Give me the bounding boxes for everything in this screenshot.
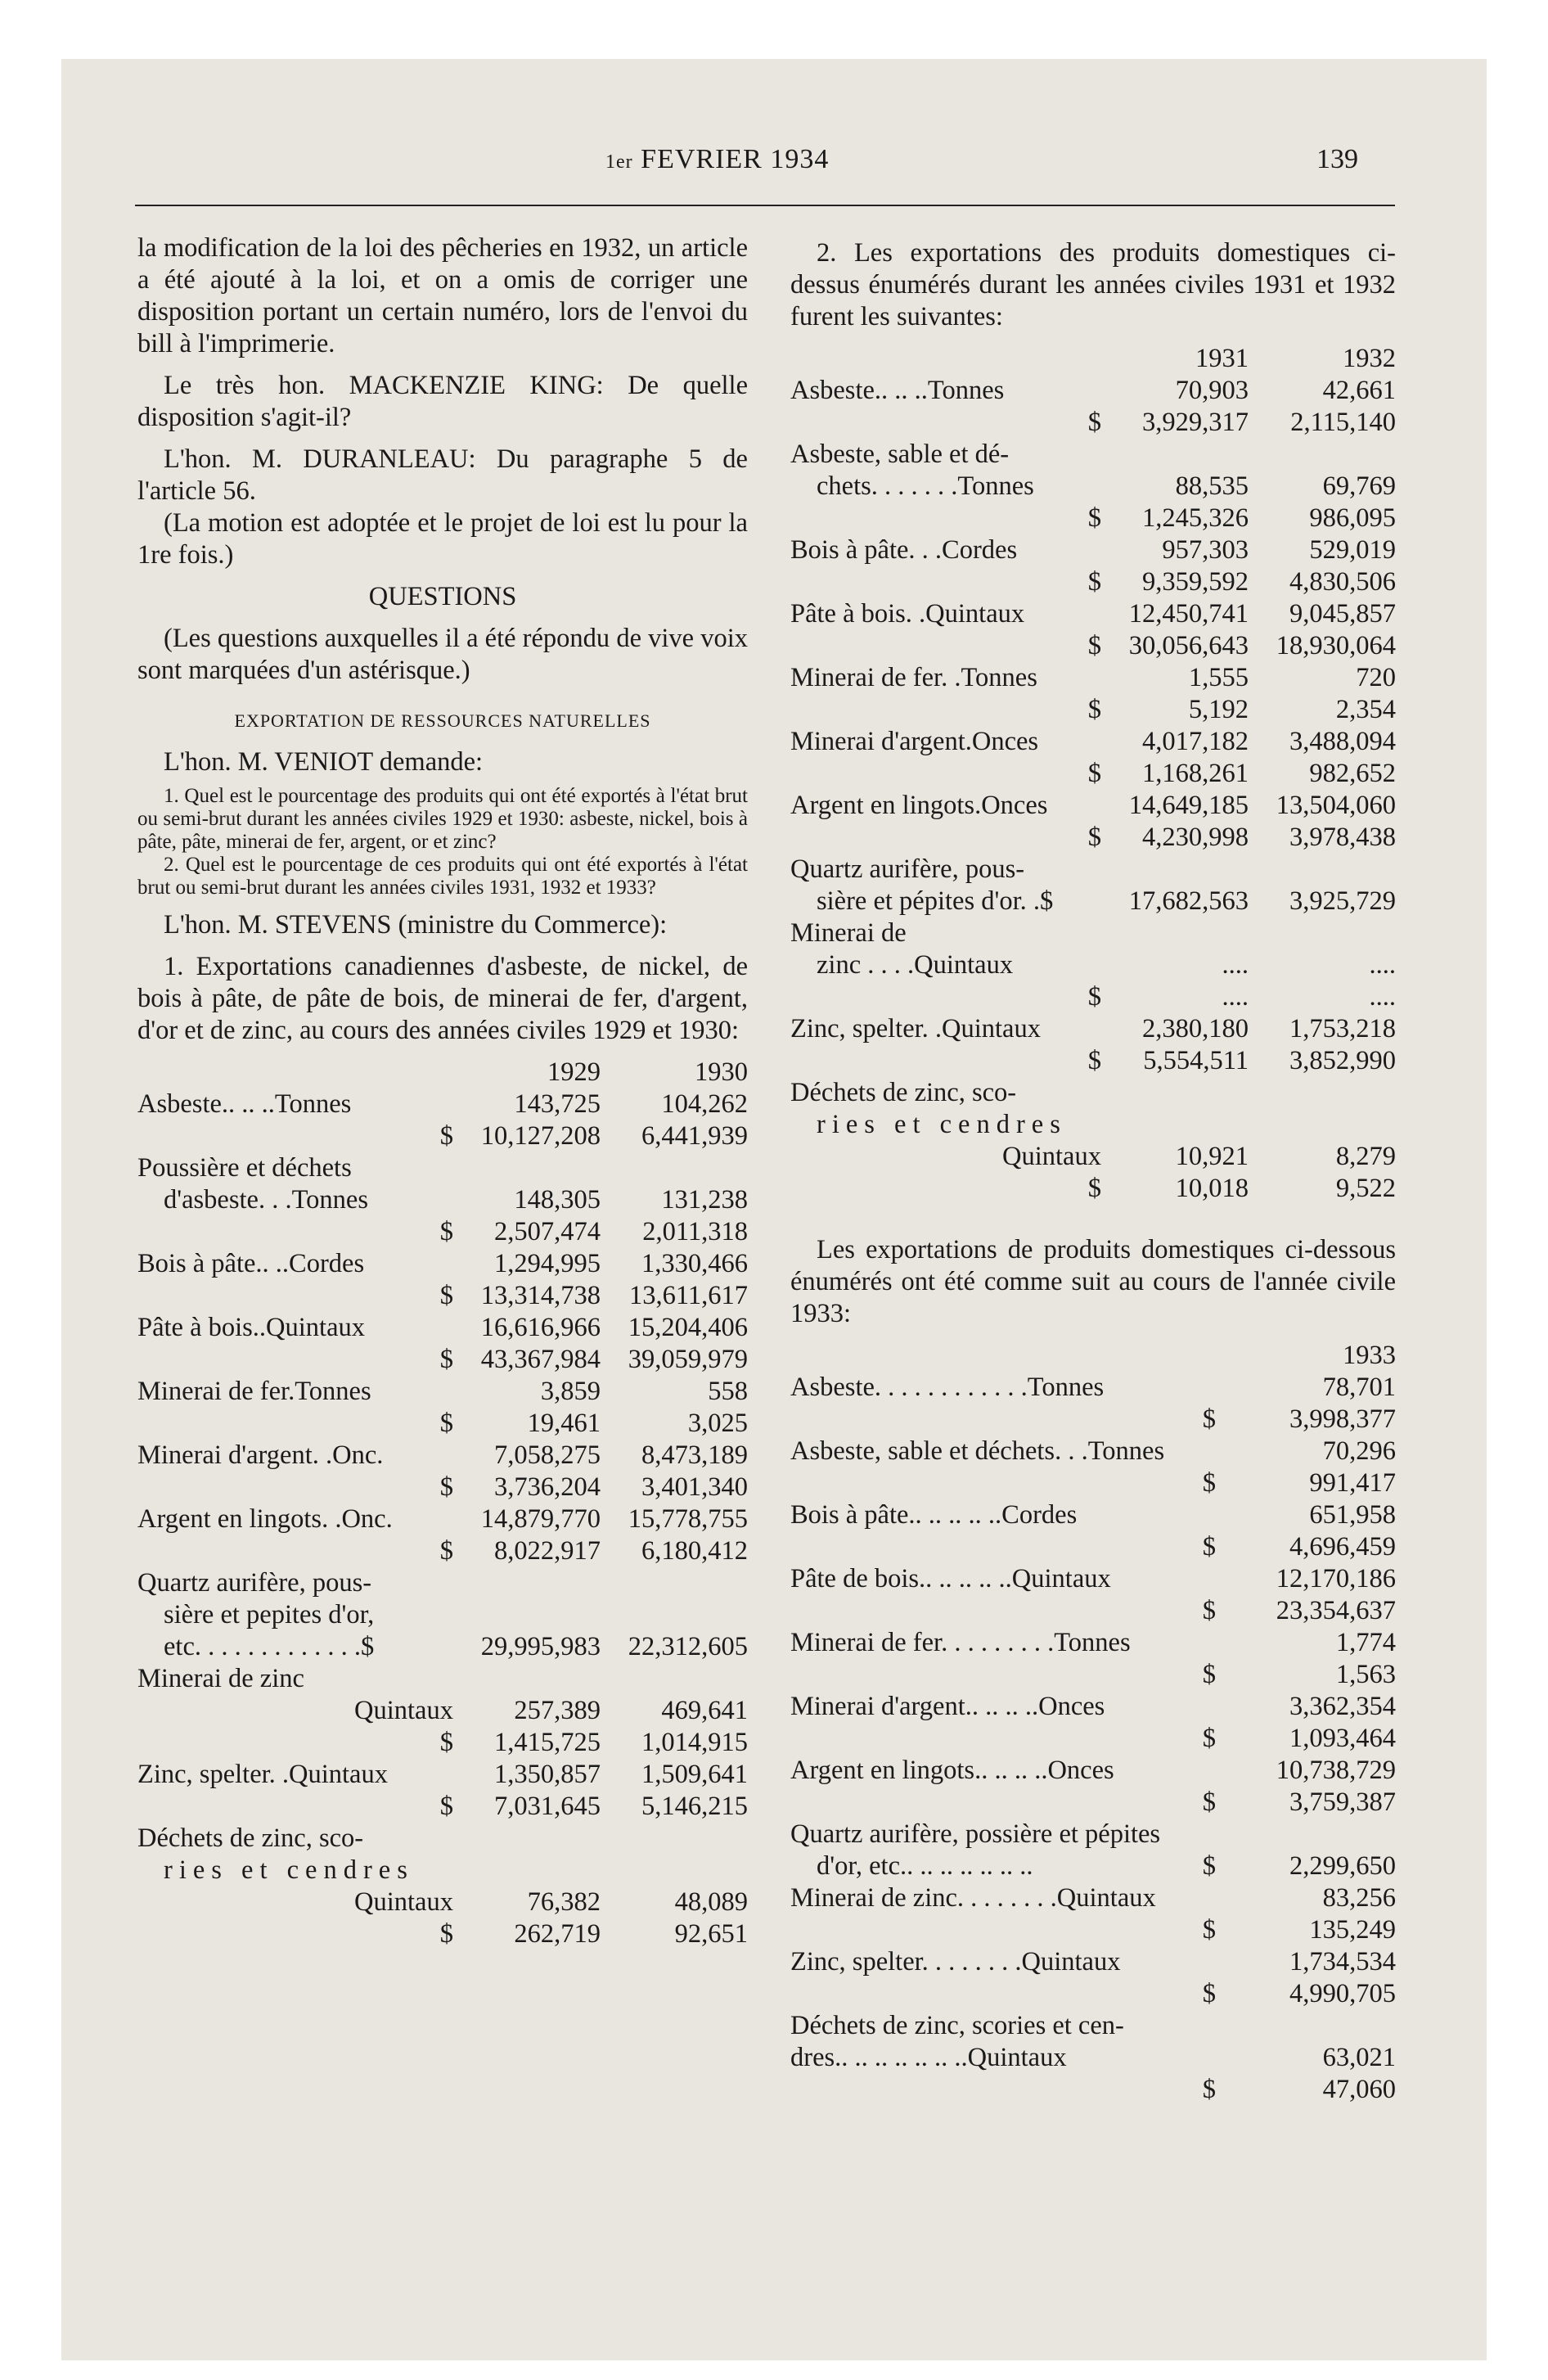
table-row — [137, 1376, 748, 1408]
table-row — [790, 1819, 1396, 1850]
row-label: ries et cendres — [164, 1855, 414, 1885]
cell-value: 7,031,645 — [494, 1792, 601, 1821]
cell-value: 13,504,060 — [1276, 791, 1396, 820]
cell-value: 48,089 — [674, 1887, 748, 1917]
row-label: Déchets de zinc, scories et cen- — [790, 2011, 1124, 2040]
cell-value: .... — [1222, 982, 1249, 1012]
cell-value: 1,330,466 — [641, 1249, 748, 1278]
row-label: Asbeste, sable et déchets. . .Tonnes — [790, 1436, 1165, 1466]
cell-value: 2,011,318 — [642, 1217, 748, 1246]
table-row — [790, 471, 1396, 503]
row-label: Minerai de zinc. . . . . . . .Quintaux — [790, 1883, 1156, 1913]
cell-value: 3,736,204 — [494, 1472, 601, 1502]
table-row — [137, 1567, 748, 1599]
table-row — [790, 1946, 1396, 1978]
row-label: Bois à pâte.. .. .. .. ..Cordes — [790, 1500, 1078, 1530]
table-row — [790, 1563, 1396, 1595]
table-row — [137, 1855, 748, 1886]
table-row — [790, 1467, 1396, 1499]
cell-value: 23,354,637 — [1276, 1596, 1396, 1625]
row-label: Déchets de zinc, sco- — [790, 1078, 1017, 1107]
table-row — [790, 1755, 1396, 1787]
table-row — [137, 1503, 748, 1535]
row-label: Minerai de fer. . . . . . . . .Tonnes — [790, 1628, 1131, 1657]
table-row — [790, 790, 1396, 822]
cell-value: 12,170,186 — [1276, 1564, 1396, 1593]
table-row — [137, 1408, 748, 1440]
paragraph: la modification de la loi des pêcheries en 1932, un article a été ajouté à la loi, et on a omis de corriger une disposition portant un certain numéro, lors de l'envoi du bill à l'imprimerie. — [137, 233, 748, 358]
cell-value: 3,488,094 — [1289, 727, 1396, 756]
header-rule — [135, 205, 1395, 206]
table-row — [790, 886, 1396, 917]
row-label: etc. . . . . . . . . . . . .$ — [164, 1632, 375, 1661]
row-label: Minerai d'argent.. .. .. ..Onces — [790, 1692, 1105, 1721]
cell-value: 15,778,755 — [628, 1504, 748, 1534]
row-label: Déchets de zinc, sco- — [137, 1823, 364, 1853]
row-label: dres.. .. .. .. .. .. ..Quintaux — [790, 2043, 1067, 2072]
row-label: Zinc, spelter. .Quintaux — [137, 1760, 388, 1789]
table-row — [790, 2010, 1396, 2042]
cell-value: 8,473,189 — [641, 1440, 748, 1470]
cell-value: 1,294,995 — [494, 1249, 601, 1278]
table-3-header — [790, 1340, 1396, 1372]
table-row — [790, 1404, 1396, 1436]
cell-value: 19,461 — [527, 1409, 601, 1438]
cell-value: 15,204,406 — [628, 1313, 748, 1342]
row-label: chets. . . . . . .Tonnes — [817, 471, 1034, 501]
row-label: $ — [1087, 695, 1101, 724]
row-label: Argent en lingots.Onces — [790, 791, 1048, 820]
table-row — [137, 1695, 748, 1727]
header-title-text: FEVRIER 1934 — [641, 144, 830, 174]
table-row — [790, 630, 1396, 662]
cell-value: 7,058,275 — [494, 1440, 601, 1470]
row-label: $ — [439, 1409, 453, 1438]
row-label: Quartz aurifère, pous- — [137, 1568, 372, 1598]
cell-value: 5,554,511 — [1143, 1046, 1249, 1075]
cell-value: 8,022,917 — [494, 1536, 601, 1566]
row-label: Asbeste. . . . . . . . . . . .Tonnes — [790, 1373, 1105, 1402]
table-row — [790, 1436, 1396, 1467]
column-header: 1931 — [1195, 344, 1249, 373]
row-label: $ — [439, 1472, 453, 1502]
table-row — [137, 1120, 748, 1152]
cell-value: 3,025 — [687, 1409, 748, 1438]
row-label: Quintaux — [354, 1696, 453, 1725]
row-label: $ — [439, 1728, 453, 1757]
column-header: 1930 — [695, 1057, 748, 1087]
row-label: Minerai de fer. .Tonnes — [790, 663, 1037, 692]
row-label: $ — [439, 1121, 453, 1151]
row-label: Poussière et déchets — [137, 1153, 352, 1183]
row-label: Minerai de zinc — [137, 1664, 304, 1693]
cell-value: 69,769 — [1322, 471, 1396, 501]
cell-value: 70,296 — [1322, 1436, 1396, 1466]
cell-value: 2,299,650 — [1289, 1851, 1396, 1881]
row-label: Minerai d'argent. .Onc. — [137, 1440, 384, 1470]
cell-value: 9,522 — [1335, 1174, 1396, 1203]
table-row — [137, 1152, 748, 1184]
cell-value: 148,305 — [514, 1185, 601, 1215]
table-3 — [790, 1372, 1396, 2106]
cell-value: 1,509,641 — [641, 1760, 748, 1789]
table-row — [137, 1791, 748, 1823]
table-row — [790, 598, 1396, 630]
cell-value: 9,359,592 — [1142, 567, 1249, 597]
row-label: Zinc, spelter. .Quintaux — [790, 1014, 1041, 1044]
table-2-header — [790, 343, 1396, 375]
table-row — [137, 1440, 748, 1472]
cell-value: .... — [1369, 982, 1396, 1012]
cell-value: 104,262 — [661, 1089, 748, 1119]
unit-symbol: $ — [1202, 1851, 1216, 1881]
cell-value: 558 — [708, 1377, 748, 1406]
right-column — [790, 237, 1396, 2106]
cell-value: 2,380,180 — [1142, 1014, 1249, 1044]
row-label: Argent en lingots. .Onc. — [137, 1504, 393, 1534]
table-row — [790, 2074, 1396, 2106]
cell-value: 18,930,064 — [1276, 631, 1396, 660]
row-label: $ — [1087, 1046, 1101, 1075]
paragraph: L'hon. M. DURANLEAU: Du paragraphe 5 de l'article 56. — [137, 444, 748, 506]
row-label: $ — [1087, 503, 1101, 533]
table-row — [137, 1472, 748, 1503]
cell-value: 4,230,998 — [1142, 823, 1249, 852]
cell-value: 982,652 — [1309, 759, 1396, 788]
unit-symbol: $ — [1202, 2075, 1216, 2104]
table-row — [137, 1216, 748, 1248]
cell-value: 30,056,643 — [1128, 631, 1249, 660]
row-label: $ — [439, 1919, 453, 1949]
cell-value: 3,978,438 — [1289, 823, 1396, 852]
cell-value: 9,045,857 — [1289, 599, 1396, 629]
cell-value: 3,362,354 — [1289, 1692, 1396, 1721]
table-row — [790, 1077, 1396, 1109]
table-row — [137, 1631, 748, 1663]
row-label: Argent en lingots.. .. .. ..Onces — [790, 1756, 1114, 1785]
row-label: $ — [439, 1536, 453, 1566]
cell-value: 257,389 — [514, 1696, 601, 1725]
header-title-cap: 1er — [605, 151, 633, 173]
cell-value: 13,314,738 — [480, 1281, 601, 1310]
cell-value: 2,354 — [1335, 695, 1396, 724]
question-2: 2. Quel est le pourcentage de ces produits qui ont été exportés à l'état brut ou semi-brut durant les années civiles 1931, 1932 et 1933? — [137, 854, 748, 899]
table-row — [137, 1918, 748, 1950]
table-row — [790, 1141, 1396, 1173]
row-label: $ — [439, 1217, 453, 1246]
paragraph: 1. Exportations canadiennes d'asbeste, de nickel, de bois à pâte, de pâte de bois, de minerai de fer, d'argent, d'or et de zinc, au cours des années civiles 1929 et 1930: — [137, 952, 748, 1045]
table-row — [790, 822, 1396, 854]
table-row — [790, 662, 1396, 694]
cell-value: 991,417 — [1309, 1468, 1396, 1498]
cell-value: 5,146,215 — [641, 1792, 748, 1821]
row-label: Minerai d'argent.Onces — [790, 727, 1039, 756]
row-label: $ — [1087, 759, 1101, 788]
row-label: $ — [1087, 567, 1101, 597]
paragraph: Le très hon. MACKENZIE KING: De quelle disposition s'agit-il? — [137, 371, 748, 432]
row-label: zinc . . . .Quintaux — [817, 950, 1014, 980]
table-row — [790, 726, 1396, 758]
table-row — [137, 1663, 748, 1695]
cell-value: .... — [1222, 950, 1249, 980]
table-row — [790, 1691, 1396, 1723]
row-label: Pâte de bois.. .. .. .. ..Quintaux — [790, 1564, 1111, 1593]
unit-symbol: $ — [1202, 1979, 1216, 2008]
row-label: $ — [439, 1792, 453, 1821]
cell-value: 651,958 — [1309, 1500, 1396, 1530]
cell-value: 143,725 — [514, 1089, 601, 1119]
row-label: Pâte à bois. .Quintaux — [790, 599, 1025, 629]
table-row — [790, 1531, 1396, 1563]
cell-value: 70,903 — [1175, 376, 1249, 405]
table-row — [790, 1723, 1396, 1755]
cell-value: 3,852,990 — [1289, 1046, 1396, 1075]
table-row — [790, 407, 1396, 439]
table-row — [790, 1978, 1396, 2010]
cell-value: 4,830,506 — [1289, 567, 1396, 597]
column-header: 1932 — [1343, 344, 1396, 373]
cell-value: 4,017,182 — [1142, 727, 1249, 756]
table-row — [137, 1823, 748, 1855]
table-row — [790, 949, 1396, 981]
cell-value: 4,990,705 — [1289, 1979, 1396, 2008]
row-label: sière et pépites d'or. .$ — [817, 886, 1054, 916]
paragraph: 2. Les exportations des produits domestiques ci-dessus énumérés durant les années civiles 1931 et 1932 furent les suivantes: — [790, 238, 1396, 331]
table-row — [790, 503, 1396, 534]
cell-value: 10,921 — [1175, 1142, 1249, 1171]
row-label: Asbeste.. .. ..Tonnes — [137, 1089, 352, 1119]
cell-value: 957,303 — [1162, 535, 1249, 565]
cell-value: 29,995,983 — [480, 1632, 601, 1661]
row-label: Minerai de — [790, 918, 907, 948]
row-label: Quintaux — [354, 1887, 453, 1917]
cell-value: 5,192 — [1188, 695, 1249, 724]
table-row — [137, 1727, 748, 1759]
row-label: Pâte à bois..Quintaux — [137, 1313, 366, 1342]
table-row — [137, 1759, 748, 1791]
cell-value: 1,245,326 — [1142, 503, 1249, 533]
table-row — [137, 1089, 748, 1120]
row-label: $ — [1087, 982, 1101, 1012]
left-column — [137, 232, 748, 1950]
cell-value: 135,249 — [1309, 1915, 1396, 1945]
cell-value: 10,018 — [1175, 1174, 1249, 1203]
row-label: Minerai de fer.Tonnes — [137, 1377, 371, 1406]
table-row — [790, 758, 1396, 790]
row-label: $ — [1087, 823, 1101, 852]
row-label: Quintaux — [1002, 1142, 1101, 1171]
cell-value: 529,019 — [1309, 535, 1396, 565]
row-label: $ — [1087, 408, 1101, 437]
table-row — [790, 1882, 1396, 1914]
page-number: 139 — [1316, 144, 1358, 174]
cell-value: 1,168,261 — [1142, 759, 1249, 788]
cell-value: 1,350,857 — [494, 1760, 601, 1789]
cell-value: 6,441,939 — [641, 1121, 748, 1151]
table-row — [790, 917, 1396, 949]
cell-value: 262,719 — [514, 1919, 601, 1949]
table-row — [790, 1627, 1396, 1659]
cell-value: 43,367,984 — [480, 1345, 601, 1374]
cell-value: 720 — [1356, 663, 1396, 692]
cell-value: 16,616,966 — [480, 1313, 601, 1342]
table-row — [137, 1280, 748, 1312]
cell-value: 4,696,459 — [1289, 1532, 1396, 1562]
table-row — [790, 1787, 1396, 1819]
unit-symbol: $ — [1202, 1724, 1216, 1753]
cell-value: 1,555 — [1188, 663, 1249, 692]
table-row — [790, 439, 1396, 471]
cell-value: 22,312,605 — [628, 1632, 748, 1661]
cell-value: 10,738,729 — [1276, 1756, 1396, 1785]
cell-value: 3,401,340 — [641, 1472, 748, 1502]
cell-value: 1,734,534 — [1289, 1947, 1396, 1977]
table-row — [790, 1045, 1396, 1077]
cell-value: .... — [1369, 950, 1396, 980]
table-row — [137, 1184, 748, 1216]
table-row — [137, 1248, 748, 1280]
table-row — [790, 1013, 1396, 1045]
unit-symbol: $ — [1202, 1404, 1216, 1434]
row-label: $ — [1087, 1174, 1101, 1203]
cell-value: 1,774 — [1335, 1628, 1396, 1657]
section-heading: EXPORTATION DE RESSOURCES NATURELLES — [234, 710, 651, 731]
table-row — [790, 981, 1396, 1013]
cell-value: 13,611,617 — [628, 1281, 748, 1310]
paragraph: L'hon. M. VENIOT demande: — [164, 747, 484, 777]
cell-value: 8,279 — [1335, 1142, 1396, 1171]
row-label: Bois à pâte. . .Cordes — [790, 535, 1018, 565]
paragraph: (La motion est adoptée et le projet de loi est lu pour la 1re fois.) — [137, 508, 748, 570]
cell-value: 12,450,741 — [1128, 599, 1249, 629]
unit-symbol: $ — [1202, 1596, 1216, 1625]
row-label: Quartz aurifère, possière et pépites — [790, 1819, 1161, 1849]
row-label: d'or, etc.. .. .. .. .. .. .. — [817, 1851, 1033, 1881]
row-label: $ — [439, 1281, 453, 1310]
cell-value: 47,060 — [1322, 2075, 1396, 2104]
table-row — [790, 854, 1396, 886]
table-row — [790, 1109, 1396, 1141]
cell-value: 83,256 — [1322, 1883, 1396, 1913]
table-row — [790, 1914, 1396, 1946]
cell-value: 88,535 — [1175, 471, 1249, 501]
cell-value: 3,859 — [540, 1377, 601, 1406]
table-row — [137, 1312, 748, 1344]
cell-value: 1,563 — [1335, 1660, 1396, 1689]
cell-value: 3,925,729 — [1289, 886, 1396, 916]
row-label: Bois à pâte.. ..Cordes — [137, 1249, 365, 1278]
table-row — [790, 1850, 1396, 1882]
unit-symbol: $ — [1202, 1915, 1216, 1945]
table-row — [790, 1659, 1396, 1691]
question-1: 1. Quel est le pourcentage des produits qui ont été exportés à l'état brut ou semi-brut durant les années civiles 1929 et 1930: asbeste, nickel, bois à pâte, pâte, minerai de fer, argent, or et zinc? — [137, 785, 748, 853]
paragraph: L'hon. M. STEVENS (ministre du Commerce): — [164, 910, 668, 940]
table-2 — [790, 375, 1396, 1205]
row-label: Asbeste, sable et dé- — [790, 439, 1010, 469]
table-row — [137, 1535, 748, 1567]
cell-value: 131,238 — [661, 1185, 748, 1215]
unit-symbol: $ — [1202, 1660, 1216, 1689]
column-header: 1933 — [1343, 1341, 1396, 1370]
table-row — [790, 1499, 1396, 1531]
table-row — [790, 694, 1396, 726]
cell-value: 2,115,140 — [1290, 408, 1396, 437]
paragraph: Les exportations de produits domestiques ci-dessous énumérés ont été comme suit au cours de l'année civile 1933: — [790, 1235, 1396, 1328]
table-1-header — [137, 1057, 748, 1089]
cell-value: 76,382 — [527, 1887, 601, 1917]
paragraph: (Les questions auxquelles il a été répondu de vive voix sont marquées d'un astérisque.) — [137, 624, 748, 685]
cell-value: 6,180,412 — [641, 1536, 748, 1566]
table-row — [137, 1344, 748, 1376]
row-label: sière et pepites d'or, — [164, 1600, 375, 1629]
cell-value: 42,661 — [1322, 376, 1396, 405]
cell-value: 3,998,377 — [1289, 1404, 1396, 1434]
row-label: Asbeste.. .. ..Tonnes — [790, 376, 1005, 405]
cell-value: 3,759,387 — [1289, 1787, 1396, 1817]
table-row — [790, 1595, 1396, 1627]
cell-value: 10,127,208 — [480, 1121, 601, 1151]
row-label: $ — [439, 1345, 453, 1374]
table-row — [137, 1886, 748, 1918]
questions-heading: QUESTIONS — [368, 582, 517, 611]
unit-symbol: $ — [1202, 1787, 1216, 1817]
header-title — [605, 144, 829, 175]
cell-value: 2,507,474 — [494, 1217, 601, 1246]
row-label: ries et cendres — [817, 1110, 1067, 1139]
row-label: Zinc, spelter. . . . . . . .Quintaux — [790, 1947, 1121, 1977]
table-row — [790, 2042, 1396, 2074]
table-row — [790, 566, 1396, 598]
table-1 — [137, 1089, 748, 1950]
row-label: d'asbeste. . .Tonnes — [164, 1185, 368, 1215]
table-row — [790, 1173, 1396, 1205]
cell-value: 63,021 — [1322, 2043, 1396, 2072]
unit-symbol: $ — [1202, 1532, 1216, 1562]
table-row — [790, 1372, 1396, 1404]
cell-value: 1,014,915 — [641, 1728, 748, 1757]
cell-value: 78,701 — [1322, 1373, 1396, 1402]
cell-value: 92,651 — [674, 1919, 748, 1949]
cell-value: 39,059,979 — [628, 1345, 748, 1374]
cell-value: 469,641 — [661, 1696, 748, 1725]
table-row — [790, 375, 1396, 407]
cell-value: 14,879,770 — [480, 1504, 601, 1534]
cell-value: 17,682,563 — [1128, 886, 1249, 916]
column-header: 1929 — [547, 1057, 601, 1087]
cell-value: 3,929,317 — [1142, 408, 1249, 437]
unit-symbol: $ — [1202, 1468, 1216, 1498]
cell-value: 1,093,464 — [1289, 1724, 1396, 1753]
cell-value: 986,095 — [1309, 503, 1396, 533]
table-row — [790, 534, 1396, 566]
cell-value: 14,649,185 — [1128, 791, 1249, 820]
cell-value: 1,415,725 — [494, 1728, 601, 1757]
row-label: $ — [1087, 631, 1101, 660]
table-row — [137, 1599, 748, 1631]
row-label: Quartz aurifère, pous- — [790, 854, 1025, 884]
cell-value: 1,753,218 — [1289, 1014, 1396, 1044]
